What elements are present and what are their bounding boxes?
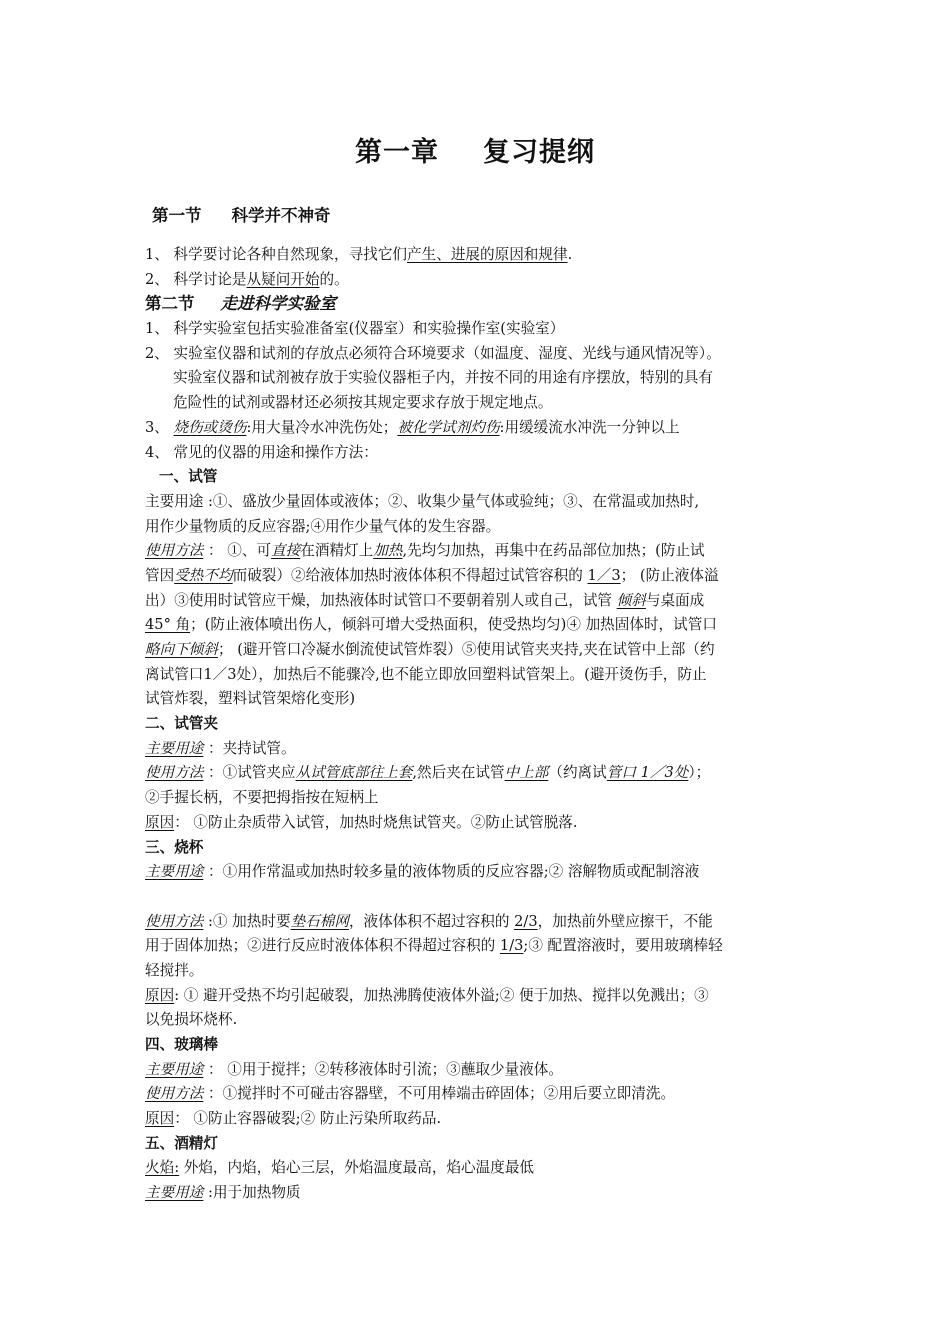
paragraph: 离试管口1／3处），加热后不能骤冷,也不能立即放回塑料试管架上。(避开烫伤手，防止 (145, 665, 707, 683)
paragraph: 主要用途 :用于加热物质 (145, 1184, 301, 1202)
title-chapter: 第一章 (355, 137, 439, 168)
paragraph: ②手握长柄，不要把拇指按在短柄上 (145, 789, 379, 807)
paragraph: 以免损坏烧杯. (145, 1011, 238, 1029)
paragraph: 1、 科学要讨论各种自然现象，寻找它们产生、进展的原因和规律. (145, 246, 573, 263)
subheading-beaker: 三、烧杯 (145, 838, 204, 856)
subheading-test-tube: 一、试管 (159, 468, 218, 486)
document-body (145, 243, 815, 1206)
paragraph: 轻搅拌。 (145, 961, 204, 979)
paragraph: 2、 实验室仪器和试剂的存放点必须符合环境要求（如温度、湿度、光线与通风情况等）。 (145, 344, 721, 362)
paragraph: 主要用途 ：①用作常温或加热时较多量的液体物质的反应容器;② 溶解物质或配制溶液 (145, 863, 700, 881)
paragraph: 45° 角；(防止液体喷出伤人，倾斜可增大受热面积，使受热均匀)④ 加热固体时，试管口 (145, 616, 717, 634)
paragraph: 试管炸裂，塑料试管架熔化变形) (145, 690, 356, 708)
paragraph: 使用方法 ：①搅拌时不可碰击容器壁，不可用棒端击碎固体；②用后要立即清洗。 (145, 1085, 676, 1103)
paragraph: 火焰: 外焰，内焰，焰心三层，外焰温度最高，焰心温度最低 (145, 1159, 535, 1177)
page-title (0, 130, 950, 169)
paragraph: 主要用途 ：夹持试管。 (145, 739, 296, 757)
paragraph: 4、 常见的仪器的用途和操作方法： (145, 443, 378, 461)
paragraph: 管因受热不均而破裂）②给液体加热时液体体积不得超过试管容积的 1／3； (防止液体溢 (145, 566, 719, 584)
paragraph: 主要用途 ： ①用于搅拌；②转移液体时引流；③蘸取少量液体。 (145, 1060, 563, 1078)
section-heading-2: 第二节 走进科学实验室 (145, 294, 336, 314)
paragraph: 使用方法 ：①试管夹应从试管底部往上套,然后夹在试管中上部（约离试管口 1／3处）； (145, 764, 711, 782)
section-number: 第一节 (152, 206, 202, 225)
subheading-tube-clamp: 二、试管夹 (145, 715, 218, 733)
paragraph: 用于固体加热；②进行反应时液体体积不得超过容积的 1/3;③ 配置溶液时，要用玻璃棒轻 (145, 937, 723, 955)
paragraph: 原因: ① 避开受热不均引起破裂，加热沸腾使液体外溢;② 便于加热、搅拌以免溅出；③ (145, 986, 709, 1004)
paragraph: 危险性的试剂或器材还必须按其规定要求存放于规定地点。 (173, 394, 553, 412)
paragraph: 2、 科学讨论是从疑问开始的。 (145, 270, 349, 288)
paragraph: 使用方法 ： ①、可直接在酒精灯上加热,先均匀加热，再集中在药品部位加热；(防止试 (145, 542, 705, 560)
paragraph: 使用方法 :① 加热时要垫石棉网，液体体积不超过容积的 2/3，加热前外壁应擦干，不能 (145, 912, 713, 930)
title-subject: 复习提纲 (483, 137, 595, 168)
section-name: 科学并不神奇 (231, 206, 331, 225)
underlined-text: 产生、进展的原因和规律 (407, 246, 568, 263)
underlined-text: 从疑问开始 (246, 270, 320, 288)
subheading-glass-rod: 四、玻璃棒 (145, 1036, 218, 1053)
paragraph: 略向下倾斜； (避开管口冷凝水倒流使试管炸裂）⑤使用试管夹夹持,夹在试管中上部（约 (145, 641, 715, 658)
underlined-text: 烧伤或烫伤 (173, 418, 247, 436)
underlined-text: 被化学试剂灼伤 (397, 418, 500, 436)
paragraph: 用作少量物质的反应容器;④用作少量气体的发生容器。 (145, 517, 501, 535)
paragraph: 原因： ①防止容器破裂;② 防止污染所取药品. (145, 1110, 442, 1128)
paragraph: 3、 烧伤或烫伤:用大量冷水冲洗伤处；被化学试剂灼伤:用缓缓流水冲洗一分钟以上 (145, 418, 680, 436)
paragraph: 原因： ①防止杂质带入试管，加热时烧焦试管夹。②防止试管脱落. (145, 813, 578, 831)
blank-line (145, 885, 815, 910)
subheading-alcohol-lamp: 五、酒精灯 (145, 1134, 218, 1152)
paragraph: 主要用途 :①、盛放少量固体或液体；②、收集少量气体或验纯；③、在常温或加热时, (145, 492, 700, 510)
paragraph: 1、 科学实验室包括实验准备室(仪器室）和实验操作室(实验室） (145, 320, 565, 338)
section-heading-1 (152, 202, 331, 226)
paragraph: 实验室仪器和试剂被存放于实验仪器柜子内，并按不同的用途有序摆放，特别的具有 (173, 369, 713, 387)
paragraph: 出）③使用时试管应干燥，加热液体时试管口不要朝着别人或自己，试管 倾斜与桌面成 (145, 591, 705, 609)
